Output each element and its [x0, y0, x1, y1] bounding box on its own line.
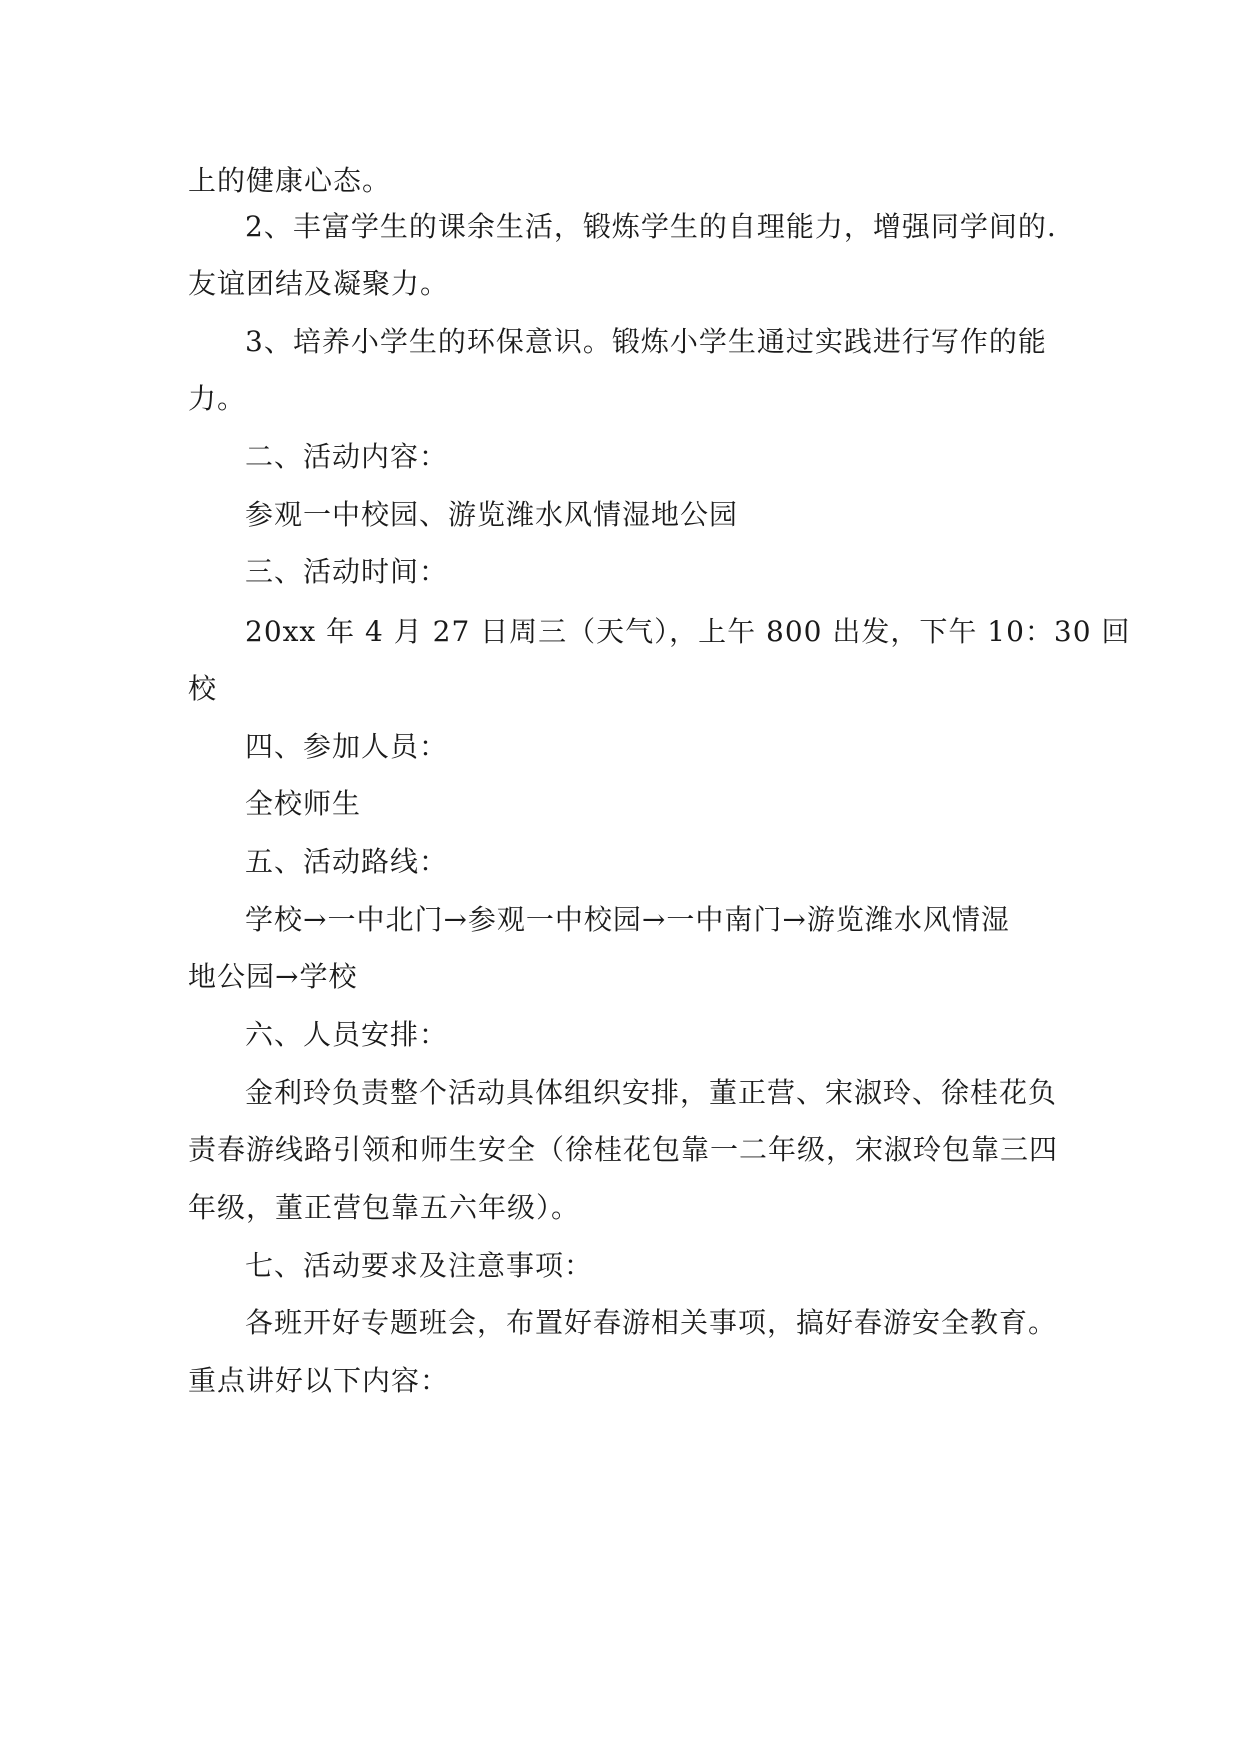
section-heading: 二、活动内容：: [245, 440, 449, 473]
paragraph-line: 全校师生: [245, 787, 362, 820]
paragraph-line: 上的健康心态。: [188, 164, 392, 197]
section-heading: 四、参加人员：: [245, 730, 449, 763]
paragraph-line: 责春游线路引领和师生安全（徐桂花包靠一二年级，宋淑玲包靠三四: [188, 1133, 1059, 1166]
section-heading: 五、活动路线：: [245, 845, 449, 878]
paragraph-line: 学校→一中北门→参观一中校园→一中南门→游览潍水风情湿: [245, 903, 1010, 936]
paragraph-line: 参观一中校园、游览潍水风情湿地公园: [245, 498, 739, 531]
paragraph-line: 年级，董正营包靠五六年级）。: [188, 1191, 581, 1224]
paragraph-line: 3、培养小学生的环保意识。锻炼小学生通过实践进行写作的能: [245, 325, 1047, 358]
paragraph-line: 金利玲负责整个活动具体组织安排，董正营、宋淑玲、徐桂花负: [245, 1076, 1058, 1109]
paragraph-line: 友谊团结及凝聚力。: [188, 267, 450, 300]
paragraph-line: 地公园→学校: [188, 960, 358, 993]
section-heading: 三、活动时间：: [245, 555, 449, 588]
paragraph-line: 2、丰富学生的课余生活，锻炼学生的自理能力，增强同学间的.: [245, 210, 1057, 243]
paragraph-line: 重点讲好以下内容：: [188, 1364, 450, 1397]
paragraph-line: 校: [188, 672, 218, 705]
section-heading: 七、活动要求及注意事项：: [245, 1249, 594, 1282]
section-heading: 六、人员安排：: [245, 1018, 449, 1051]
paragraph-line: 20xx 年 4 月 27 日周三（天气），上午 800 出发，下午 10：30 回: [245, 615, 1131, 648]
paragraph-line: 力。: [188, 382, 247, 415]
paragraph-line: 各班开好专题班会，布置好春游相关事项，搞好春游安全教育。: [245, 1306, 1058, 1339]
